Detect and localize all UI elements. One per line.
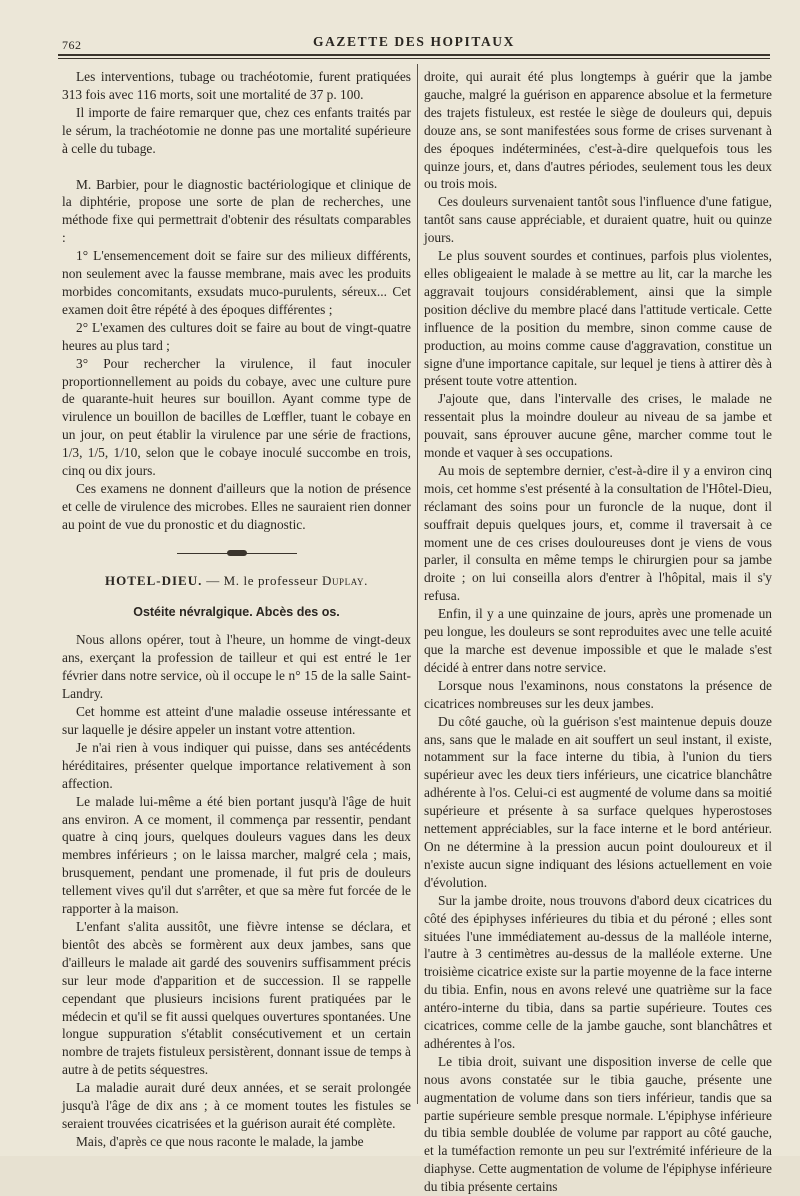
page-header	[58, 30, 770, 52]
article-subheading: Ostéite névralgique. Abcès des os.	[133, 604, 340, 619]
section-separator	[177, 550, 297, 558]
paragraph: J'ajoute que, dans l'intervalle des crises, le malade ne ressentait plus la moindre douleur au niveau de sa jambe et pouvait, sans éprouver aucune gêne, marcher comme tout le monde et vaquer à ses occupations.	[424, 391, 772, 461]
paragraph: Je n'ai rien à vous indiquer qui puisse, dans ses antécédents héréditaires, présenter quelque importance relativement à son affection.	[62, 739, 411, 791]
paragraph: Le malade lui-même a été bien portant jusqu'à l'âge de huit ans environ. A ce moment, il commença par ressentir, pendant quatre à cinq jours, quelques douleurs vagues dans les deux membres inférieurs ; on le laissa marcher, malgré cela ; mais, brusquement, pendant une promenade, il fut pris de douleurs tellement vives qu'il dut s'arrêter, et que sa mère fut forcée de le rapporter à la maison.	[62, 793, 411, 917]
paragraph: Mais, d'après ce que nous raconte le malade, la jambe	[76, 1133, 364, 1149]
paragraph: Ces examens ne donnent d'ailleurs que la notion de présence et celle de virulence des microbes. Elles ne sauraient rien donner au point de vue du pronostic et du diagnostic.	[62, 480, 411, 532]
left-column	[62, 68, 411, 1151]
paragraph: Les interventions, tubage ou trachéotomie, furent pratiquées 313 fois avec 116 morts, soit une mortalité de 37 p. 100.	[62, 69, 411, 102]
paragraph: La maladie aurait duré deux années, et se serait prolongée jusqu'à l'âge de dix ans ; à ce moment toutes les fistules se seraient trouvées cicatrisées et la guérison aurait été complète.	[62, 1080, 411, 1131]
journal-title: GAZETTE DES HOPITAUX	[312, 34, 516, 49]
section-place: HOTEL-DIEU.	[105, 572, 203, 588]
column-divider	[417, 64, 418, 1104]
paragraph: Ces douleurs survenaient tantôt sous l'influence d'une fatigue, tantôt sans cause appréciable, et duraient quatre, huit ou quinze jours.	[424, 194, 772, 246]
paragraph: Sur la jambe droite, nous trouvons d'abord deux cicatrices du côté des épiphyses inférieures du tibia et du péroné ; elles sont situées l'une immédiatement au-dessus de la malléole interne, l'autre à 3 centimètres au-dessus de la malléole externe. Une troisième cicatrice existe sur la partie moyenne de la face interne du tibia. Enfin, nous en avons relevé une quatrième sur la face antéro-interne du tibia, dans sa partie supérieure. Toutes ces cicatrices, comme celle de la jambe gauche, sont blanchâtres et adhérentes à l'os.	[424, 892, 772, 1051]
paragraph: Du côté gauche, où la guérison s'est maintenue depuis douze ans, sans que le malade en ait souffert un seul instant, il existe, notamment sur la face interne du tibia, à l'union du tiers supérieur avec les deux tiers inférieurs, une cicatrice blanchâtre adhérente à l'os. Celui-ci est augmenté de volume dans sa moitié supérieure et présente à sa surface quelques hyperostoses nettement appréciables, sur la face interne et le bord antérieur. On ne détermine à la pression aucun point douloureux et il n'existe aucun signe indiquant des lésions actuellement en voie d'évolution.	[424, 713, 772, 890]
header-rule-thin	[58, 58, 770, 59]
section-heading	[62, 572, 411, 590]
header-rule	[58, 54, 770, 56]
paragraph: Le tibia droit, suivant une disposition inverse de celle que nous avons constatée sur le tibia gauche, présente une augmentation de volume dans son tiers inférieur, tandis que sa partie supérieure semble presque normale. L'épiphyse inférieure du tibia semble doublée de volume par rapport au côté gauche, et la tuméfaction remonte un peu sur l'extrémité inférieure de la diaphyse. Cette augmentation de volume de l'épiphyse inférieure du tibia présente certains	[424, 1053, 772, 1195]
paragraph: Il importe de faire remarquer que, chez ces enfants traités par le sérum, la trachéotomie ne donne pas une mortalité supérieure à celle du tubage.	[62, 104, 411, 156]
paragraph: Lorsque nous l'examinons, nous constatons la présence de cicatrices nombreuses sur les deux jambes.	[424, 677, 772, 711]
paragraph: 2° L'examen des cultures doit se faire au bout de vingt-quatre heures au plus tard ;	[62, 319, 411, 353]
page-number: 762	[62, 38, 82, 52]
paragraph: Le plus souvent sourdes et continues, parfois plus violentes, elles obligeaient le malade à se mettre au lit, car la marche les aggravait toujours considérablement, ainsi que la simple position déclive du membre placé dans l'attitude verticale. Cette influence de la position du membre, sinon comme cause de production, au moins comme cause d'aggravation, constitue un signe d'une importance capitale, sur lequel je tiens à attirer dès à présent toute votre attention.	[424, 248, 772, 389]
paragraph: 3° Pour rechercher la virulence, il faut inoculer proportionnellement au poids du cobaye, avec une culture pure de quarante-huit heures sur bouillon. Ayant comme type de virulence un bouillon de bacilles de Lœffler, tuant le cobaye en un jour, on peut établir la virulence par une série de fractions, 1/3, 1/5, 1/10, selon que le cobaye inoculé succombe en trois, cinq ou dix jours.	[62, 355, 411, 479]
paragraph: Au mois de septembre dernier, c'est-à-dire il y a environ cinq mois, cet homme s'est présenté à la consultation de l'Hôtel-Dieu, réclamant des soins pour un furoncle de la nuque, dont il souffrait depuis quelques jours, et, comme il traversait à ce moment une de ces crises douloureuses dont je viens de vous parler, il consulta en même temps le chirurgien pour sa jambe droite ; on lui conseilla alors d'entrer à l'hôpital, mais il s'y refusa.	[424, 462, 772, 604]
paragraph: 1° L'ensemencement doit se faire sur des milieux différents, non seulement avec la fausse membrane, mais avec les produits morbides concomitants, exsudats muco-purulents, séreux... Cet examen doit être répété à des époques différentes ;	[62, 248, 411, 317]
separator-ornament	[227, 550, 247, 556]
paragraph: Nous allons opérer, tout à l'heure, un homme de vingt-deux ans, exerçant la profession de tailleur et qui est entré le 1er février dans notre service, où il occupe le n° 15 de la salle Saint-Landry.	[62, 632, 411, 702]
paragraph: droite, qui aurait été plus longtemps à guérir que la jambe gauche, malgré la guérison en apparence absolue et la fermeture des trajets fistuleux, est restée le siège de douleurs qui, depuis douze ans, se sont manifestées sous forme de crises survenant à des époques indéterminées, c'est-à-dire quelquefois tous les quinze jours, et, dans d'autres périodes, seulement tous les deux ou trois mois.	[424, 69, 772, 192]
section-prof-prefix: — M. le professeur	[206, 572, 319, 588]
paragraph: M. Barbier, pour le diagnostic bactériologique et clinique de la diphtérie, propose une sorte de plan de recherches, une méthode fixe qui permettrait d'obtenir des résultats comparables :	[62, 176, 411, 246]
right-column	[424, 68, 772, 1196]
paragraph: Enfin, il y a une quinzaine de jours, après une promenade un peu longue, les douleurs se sont reproduites avec une telle acuité que la marche est devenue impossible et que le malade s'est décidé à entrer dans notre service.	[424, 606, 772, 675]
paragraph: L'enfant s'alita aussitôt, une fièvre intense se déclara, et bientôt des abcès se formèrent aux deux jambes, sans que d'ailleurs le malade ait gardé des souvenirs suffisamment précis sur leur mode d'apparition et de succession. Il se rappelle cependant que plusieurs incisions furent pratiquées par le médecin et qu'il se fit aussi quelques ouvertures spontanées. Une longue suppuration s'établit consécutivement et un certain nombre de trajets fistuleux persistèrent, donnant issue de temps à autre à de petits séquestres.	[62, 918, 411, 1078]
paragraph: Cet homme est atteint d'une maladie osseuse intéressante et sur laquelle je désire appeler un instant votre attention.	[62, 704, 411, 737]
section-prof-name: Duplay.	[321, 572, 368, 588]
